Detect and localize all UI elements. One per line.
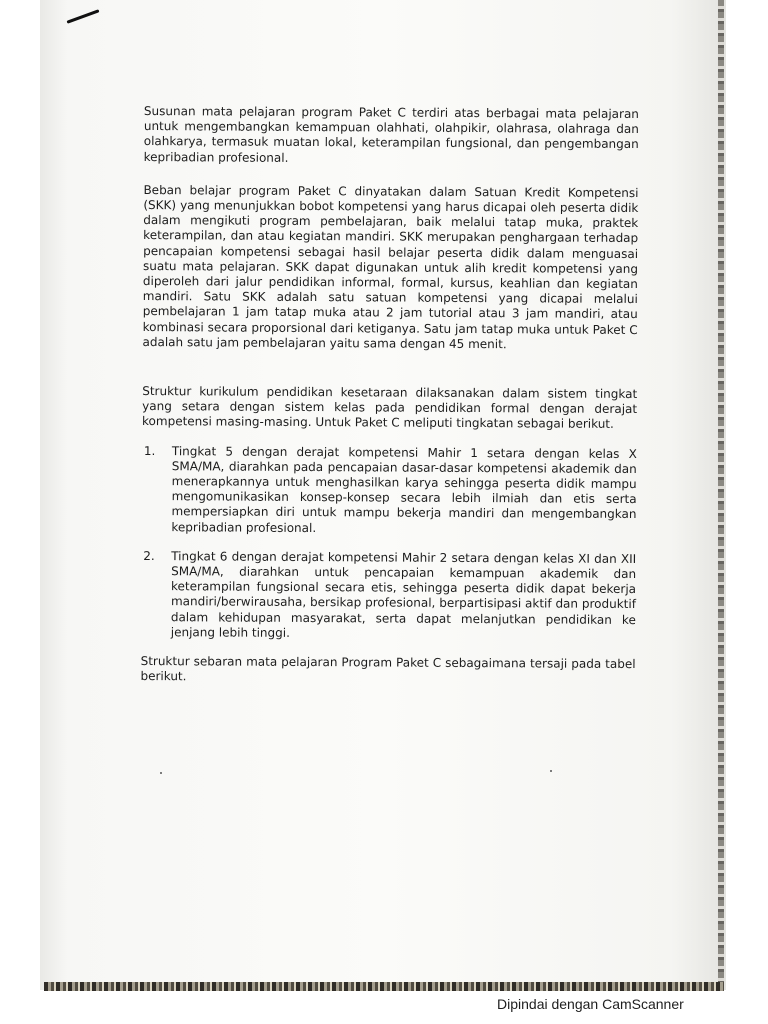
page-right-edge [718,0,724,990]
list-item [141,549,637,643]
tingkat-list [141,444,637,643]
list-item [141,444,637,538]
speck [160,772,162,774]
document-body [140,104,639,688]
list-text: Tingkat 5 dengan derajat kompetensi Mahir 1 setara dengan kelas X SMA/MA, diarahkan pada pencapaian dasar-dasar kompetensi akademik dan menerapkannya untuk menghasilkan karya sehingga peserta didik mampu mengomunikasikan konsep-konsep secara lebih ilmiah dan etis serta mempersiapkan diri untuk mampu bekerja mandiri dan mengembangkan kepribadian profesional. [171,443,637,535]
page-bottom-edge [44,982,724,991]
camscanner-watermark: Dipindai dengan CamScanner [497,996,684,1012]
paragraph-3: Struktur kurikulum pendidikan kesetaraan dilaksanakan dalam sistem tingkat yang setara dengan sistem kelas pada pendidikan formal dengan derajat kompetensi masing-masing. Untuk Paket C meliputi tingkatan sebagai berikut. [142,384,638,432]
paragraph-1: Susunan mata pelajaran program Paket C terdiri atas berbagai mata pelajaran untuk mengembangkan kemampuan olahhati, olahpikir, olahrasa, olahraga dan olahkarya, termasuk muatan lokal, keterampilan fungsional, dan pengembangan kepribadian profesional. [143,104,639,165]
list-text: Tingkat 6 dengan derajat kompetensi Mahir 2 setara dengan kelas XI dan XII SMA/MA, diarahkan untuk pencapaian kemampuan akademik dan keterampilan fungsional secara etis, sehingga peserta didik dapat bekerja mandiri/berwirausaha, bersikap profesional, berpartisipasi aktif dan produktif dalam kehidupan masyarakat, serta dapat melanjutkan pendidikan ke jenjang lebih tinggi. [170,549,637,640]
list-number: 2. [143,548,155,563]
list-number: 1. [143,443,156,458]
paragraph-4: Struktur sebaran mata pelajaran Program Paket C sebagaimana tersaji pada tabel berikut. [140,654,636,684]
paragraph-2: Beban belajar program Paket C dinyatakan dalam Satuan Kredit Kompetensi (SKK) yang menunjukkan bobot kompetensi yang harus dicapai oleh peserta didik dalam mengikuti program pembelajaran, baik melalui tatap muka, praktek keterampilan, dan atau kegiatan mandiri. SKK merupakan penghargaan terhadap pencapaian kompetensi sebagai hasil belajar peserta didik dalam menguasai suatu mata pelajaran. SKK dapat digunakan untuk alih kredit kompetensi yang diperoleh dari jalur pendidikan informal, formal, kursus, keahlian dan kegiatan mandiri. Satu SKK adalah satu satuan kompetensi yang dicapai melalui pembelajaran 1 jam tatap muka atau 2 jam tutorial atau 3 jam mandiri, atau kombinasi secara proporsional dari ketiganya. Satu jam tatap muka untuk Paket C adalah satu jam pembelajaran yaitu sama dengan 45 menit. [142,182,639,352]
speck [550,770,552,772]
